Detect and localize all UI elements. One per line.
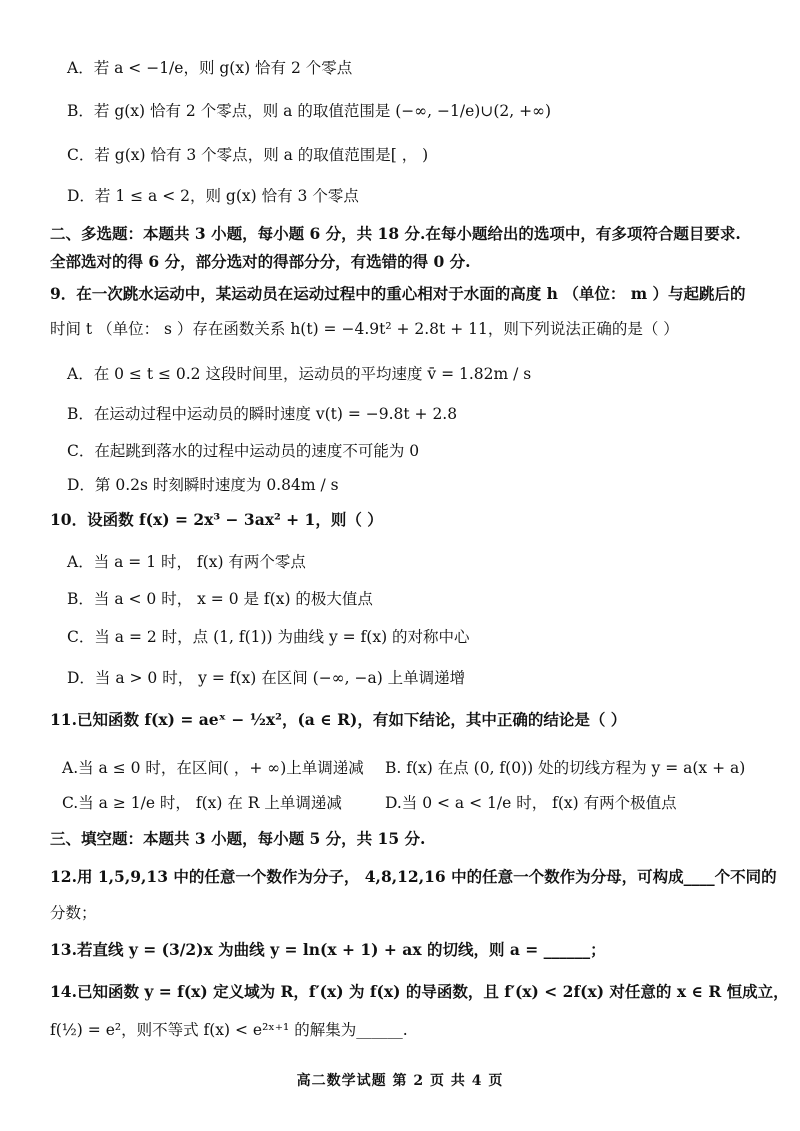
q8-option-d: D．若 1 ≤ a < 2，则 g(x) 恰有 3 个零点: [67, 187, 359, 205]
q9-option-b: B．在运动过程中运动员的瞬时速度 v(t) = −9.8t + 2.8: [67, 405, 458, 423]
q11-option-b: B. f(x) 在点 (0, f(0)) 处的切线方程为 y = a(x + a): [385, 759, 746, 777]
q8-option-c: C．若 g(x) 恰有 3 个零点，则 a 的取值范围是[ ， ): [67, 146, 429, 164]
page-footer: 高二数学试题 第 2 页 共 4 页: [296, 1073, 504, 1089]
q12-line1: 12.用 1,5,9,13 中的任意一个数作为分子， 4,8,12,16 中的任意一个数作为分母，可构成____个不同的: [50, 867, 777, 886]
q14-line2: f(½) = e²，则不等式 f(x) < e²ˣ⁺¹ 的解集为______.: [50, 1021, 408, 1039]
q10-option-a: A．当 a = 1 时， f(x) 有两个零点: [67, 553, 306, 571]
section-2-scoring: 全部选对的得 6 分，部分选对的得部分分，有选错的得 0 分.: [50, 252, 471, 271]
q14-line1: 14.已知函数 y = f(x) 定义域为 R，f′(x) 为 f(x) 的导函数，且 f′(x) < 2f(x) 对任意的 x ∈ R 恒成立，: [50, 982, 789, 1001]
q9-stem-line2: 时间 t （单位： s ）存在函数关系 h(t) = −4.9t² + 2.8t + 11，则下列说法正确的是（ ）: [50, 320, 679, 338]
question-13: 13.若直线 y = (3/2)x 为曲线 y = ln(x + 1) + ax 的切线，则 a = ______；: [50, 940, 606, 959]
q8-option-a: A．若 a < −1/e，则 g(x) 恰有 2 个零点: [67, 59, 353, 77]
section-3-heading: 三、填空题：本题共 3 小题，每小题 5 分，共 15 分.: [50, 829, 426, 848]
q11-option-c: C.当 a ≥ 1/e 时， f(x) 在 R 上单调递减: [62, 794, 342, 812]
q9-option-d: D．第 0.2s 时刻瞬时速度为 0.84m / s: [67, 476, 339, 494]
q10-option-c: C．当 a = 2 时，点 (1, f(1)) 为曲线 y = f(x) 的对称中心: [67, 628, 470, 646]
q10-option-b: B．当 a < 0 时， x = 0 是 f(x) 的极大值点: [67, 590, 373, 608]
q12-line2: 分数；: [50, 904, 97, 922]
q9-option-a: A．在 0 ≤ t ≤ 0.2 这段时间里，运动员的平均速度 v̄ = 1.82m / s: [67, 365, 532, 383]
q11-stem: 11.已知函数 f(x) = aeˣ − ½x²，(a ∈ R)，有如下结论，其中正确的结论是（ ）: [50, 710, 627, 729]
q11-option-d: D.当 0 < a < 1/e 时， f(x) 有两个极值点: [385, 794, 677, 812]
q9-option-c: C．在起跳到落水的过程中运动员的速度不可能为 0: [67, 442, 420, 460]
section-2-heading: 二、多选题：本题共 3 小题，每小题 6 分，共 18 分.在每小题给出的选项中，有多项符合题目要求.: [50, 224, 741, 243]
q10-stem: 10．设函数 f(x) = 2x³ − 3ax² + 1，则（ ）: [50, 510, 383, 529]
q8-option-b: B．若 g(x) 恰有 2 个零点，则 a 的取值范围是 (−∞, −1/e)∪(2, +∞): [67, 102, 552, 120]
q10-option-d: D．当 a > 0 时， y = f(x) 在区间 (−∞, −a) 上单调递增: [67, 669, 466, 687]
q9-stem-line1: 9．在一次跳水运动中，某运动员在运动过程中的重心相对于水面的高度 h （单位： m ）与起跳后的: [50, 284, 746, 303]
q11-option-a: A.当 a ≤ 0 时，在区间( ，+ ∞)上单调递减: [62, 759, 364, 777]
